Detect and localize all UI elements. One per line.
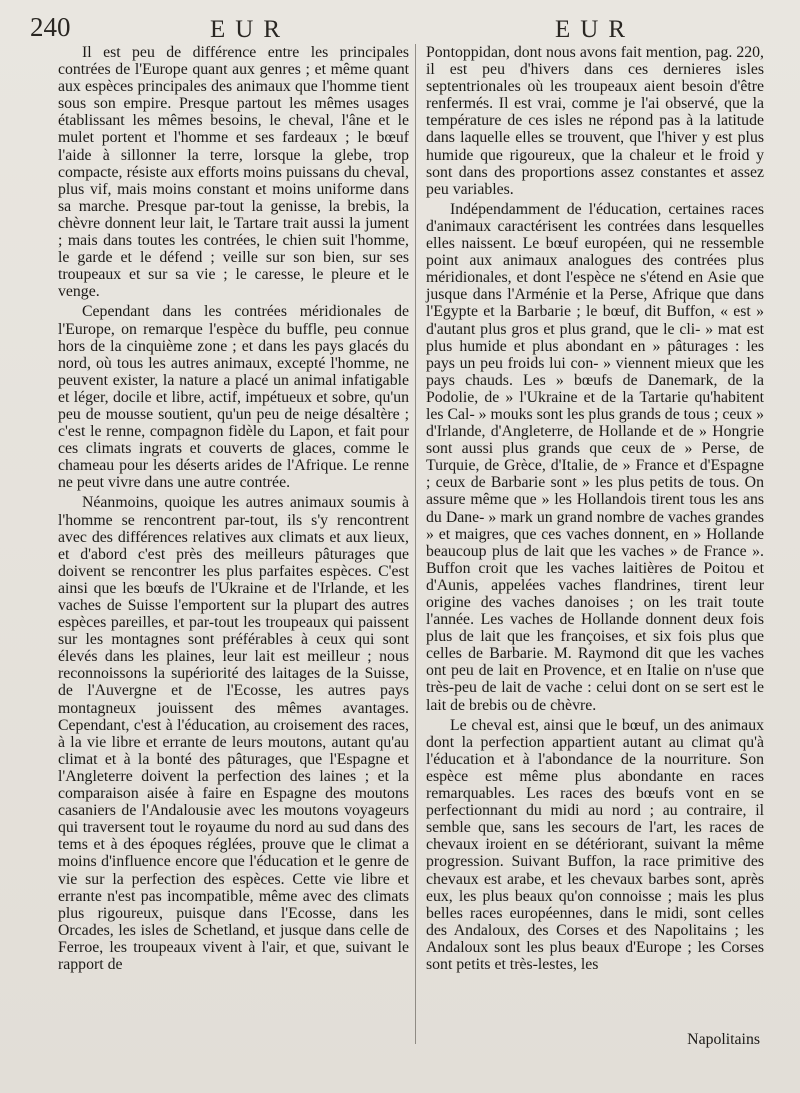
right-column <box>426 44 764 973</box>
catchword: Napolitains <box>687 1031 760 1048</box>
paragraph: Néanmoins, quoique les autres animaux soumis à l'homme se rencontrent par-tout, ils s'y rencontrent avec des différences relatives aux climats et aux lieux, et d'abord c'est près des meilleurs pâturages que doivent se rencontrer les plus parfaites espèces. C'est ainsi que les bœufs de l'Ukraine et de l'Irlande, et les vaches de Suisse l'emportent sur la plupart des autres espèces pareilles, et par-tout les troupeaux qui paissent sur les montagnes sont préférables à ceux qui sont élevés dans les plaines, leur lait est meilleur ; nous reconnoissons la supériorité des laitages de la Suisse, de l'Auvergne et de l'Ecosse, les autres pays montagneux jouissent des mêmes avantages. Cependant, c'est à l'éducation, au croisement des races, à la vie libre et errante de leurs moutons, autant qu'au climat et à la bonté des pâturages, que l'Espagne et l'Angleterre doivent la perfection des laines ; et la comparaison aisée à faire en Espagne des moutons casaniers de l'Andalousie avec les moutons voyageurs qui traversent tout le royaume du nord au sud dans des tems et à des époques réglées, prouve que le climat a moins d'influence encore que l'éducation et le genre de vie sur la perfection des espèces. Cette vie libre et errante n'est pas incompatible, même avec des climats plus rigoureux, puisque dans l'Ecosse, dans les Orcades, les isles de Schetland, et jusque dans celle de Ferroe, les troupeaux vivent à l'air, et que, suivant le rapport de <box>58 494 409 973</box>
paragraph: Indépendamment de l'éducation, certaines races d'animaux caractérisent les contrées dans lesquelles elles naissent. Le bœuf européen, qui ne ressemble point aux animaux analogues des contrées plus méridionales, et dont l'espèce ne s'étend en Asie que jusque dans l'Arménie et la Perse, Afrique que dans l'Egypte et la Barbarie ; le bœuf, dit Buffon, « est » d'autant plus gros et plus grand, que le cli- » mat est plus humide et plus abondant en » pâturages : les pays un peu froids lui con- » viennent mieux que les pays chauds. Les » bœufs de Danemark, de la Podolie, de » l'Ukraine et de la Tartarie qu'habitent les Cal- » mouks sont les plus grands de tous ; ceux » d'Irlande, d'Angleterre, de Hollande et de » Hongrie sont aussi plus grands que ceux de » Perse, de Turquie, de Grèce, d'Italie, de » France et d'Espagne ; ceux de Barbarie sont » les plus petits de tous. On assure même que » les Hollandois tirent tous les ans du Dane- » mark un grand nombre de vaches grandes » et maigres, que ces vaches donnent, en » Hollande beaucoup plus de lait que les vaches » de France ». Buffon croit que les vaches laitières de Poitou et d'Aunis, appelées vaches flandrines, tirent leur origine des vaches danoises ; on les trait toute l'année. Les vaches de Hollande donnent deux fois plus de lait que les françoises, et six fois plus que celles de Barbarie. M. Raymond dit que les vaches ont peu de lait en Provence, et en Italie on n'use que très-peu de lait de vache : celui dont on se sert est le lait de brebis ou de chèvre. <box>426 200 764 714</box>
headword-right: EUR <box>555 16 635 43</box>
running-header <box>0 12 800 46</box>
headword-left: EUR <box>210 16 290 43</box>
page-number: 240 <box>30 12 71 42</box>
paragraph: Cependant dans les contrées méridionales de l'Europe, on remarque l'espèce du buffle, peu connue hors de la cinquième zone ; et dans les pays glacés du nord, où tous les autres animaux, excepté l'homme, ne peuvent exister, la nature a placé un animal infatigable et léger, docile et libre, actif, impétueux et sobre, qu'un peu de mousse soutient, qu'un peu de neige désaltère ; c'est le renne, compagnon fidèle du Lapon, et fait pour ces climats ingrats et couverts de glaces, comme le chameau pour les déserts arides de l'Afrique. Le renne ne peut vivre dans une autre contrée. <box>58 303 409 492</box>
left-column <box>58 44 409 973</box>
column-divider <box>415 44 416 1044</box>
paragraph: Le cheval est, ainsi que le bœuf, un des animaux dont la perfection appartient autant au climat qu'à l'éducation et à l'abondance de la nourriture. Son espèce est même plus abondante en races remarquables. Les races des bœufs vont en se perfectionnant du midi au nord ; au contraire, il semble que, sans les secours de l'art, les races de chevaux iroient en se détériorant, suivant la même progression. Suivant Buffon, la race primitive des chevaux est arabe, et les chevaux barbes sont, après eux, les plus beaux qu'on connoisse ; mais les plus belles races européennes, dans le midi, sont celles des Andaloux, des Corses et des Napolitains ; les Andaloux sont les plus beaux d'Europe ; les Corses sont petits et très-lestes, les <box>426 716 764 973</box>
paragraph: Il est peu de différence entre les principales contrées de l'Europe quant aux genres ; et même quant aux espèces principales des animaux que l'homme tient sous son empire. Presque partout les mêmes usages établissant les mêmes besoins, le cheval, l'âne et le mulet portent et l'homme et ses fardeaux ; le bœuf l'aide à sillonner la terre, lorsque la glebe, trop compacte, résiste aux efforts moins puissans du cheval, plus vif, mais moins constant et moins uniforme dans sa marche. Presque par-tout la genisse, la brebis, la chèvre donnent leur lait, le Tartare trait aussi la jument ; mais dans toutes les contrées, le chien suit l'homme, le garde et le défend ; veille sur son bien, sur ses troupeaux et sur sa vie ; le caresse, le pleure et le venge. <box>58 44 409 301</box>
paragraph-continued: Pontoppidan, dont nous avons fait mention, pag. 220, il est peu d'hivers dans ces dernieres isles septentrionales où les troupeaux aient besoin d'être renfermés. Il est vrai, comme je l'ai observé, que la température de ces isles ne répond pas à la latitude dans laquelle elles se trouvent, que l'hiver y est plus humide que rigoureux, que la chaleur et le froid y sont dans des proportions assez constantes et assez peu variables. <box>426 44 764 198</box>
